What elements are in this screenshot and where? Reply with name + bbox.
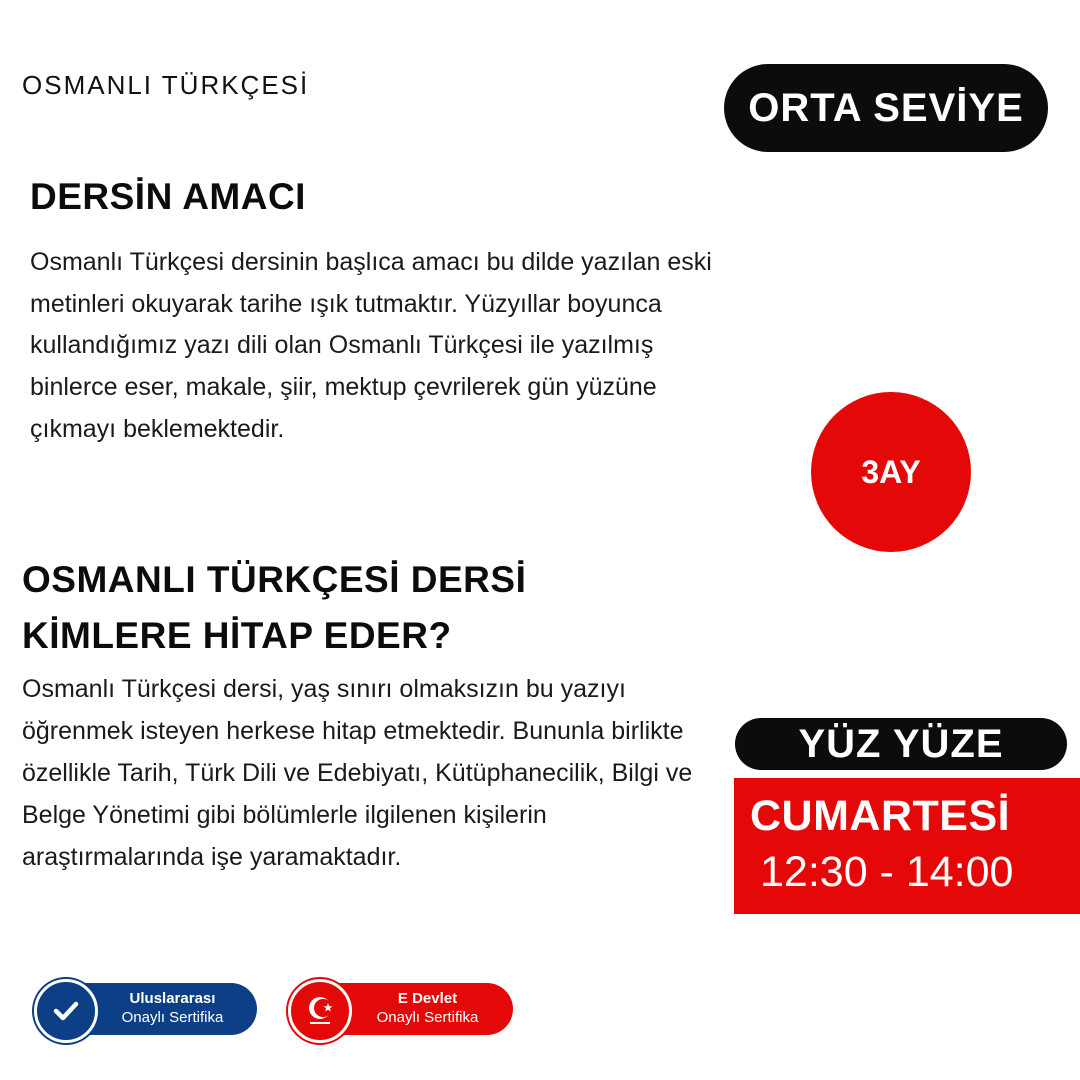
schedule-time: 12:30 - 14:00: [760, 848, 1014, 896]
mode-badge: YÜZ YÜZE: [735, 718, 1067, 770]
schedule-day: CUMARTESİ: [750, 792, 1011, 840]
schedule-box: [734, 778, 1080, 914]
badge-subtitle: Onaylı Sertifika: [376, 1009, 479, 1026]
level-badge: ORTA SEVİYE: [724, 64, 1048, 152]
audience-paragraph: Osmanlı Türkçesi dersi, yaş sınırı olmaksızın bu yazıyı öğrenmek isteyen herkese hitap etmektedir. Bununla birlikte özellikle Tarih, Türk Dili ve Edebiyatı, Kütüphanecilik, Bilgi ve Belge Yönetimi gibi bölümlerle ilgilenen kişilerin araştırmalarında işe yaramaktadır.: [22, 675, 693, 871]
crescent-star-icon: [288, 979, 352, 1043]
duration-badge: 3AY: [811, 392, 971, 552]
course-subject-label: OSMANLI TÜRKÇESİ: [22, 70, 310, 100]
aim-heading: DERSİN AMACI: [30, 176, 306, 217]
badge-subtitle: Onaylı Sertifika: [121, 1009, 224, 1026]
audience-heading: OSMANLI TÜRKÇESİ DERSİ KİMLERE HİTAP EDER?: [22, 559, 527, 656]
badge-title: Uluslararası: [129, 990, 216, 1007]
edevlet-certificate-badge: [290, 983, 513, 1035]
checkmark-icon: [34, 979, 98, 1043]
aim-paragraph: Osmanlı Türkçesi dersinin başlıca amacı bu dilde yazılan eski metinleri okuyarak tarihe ışık tutmaktır. Yüzyıllar boyunca kullandığımız yazı dili olan Osmanlı Türkçesi ile yazılmış binlerce eser, makale, şiir, mektup çevrilerek gün yüzüne çıkmayı beklemektedir.: [30, 248, 712, 443]
badge-title: E Devlet: [397, 990, 458, 1007]
international-certificate-badge: [36, 983, 257, 1035]
